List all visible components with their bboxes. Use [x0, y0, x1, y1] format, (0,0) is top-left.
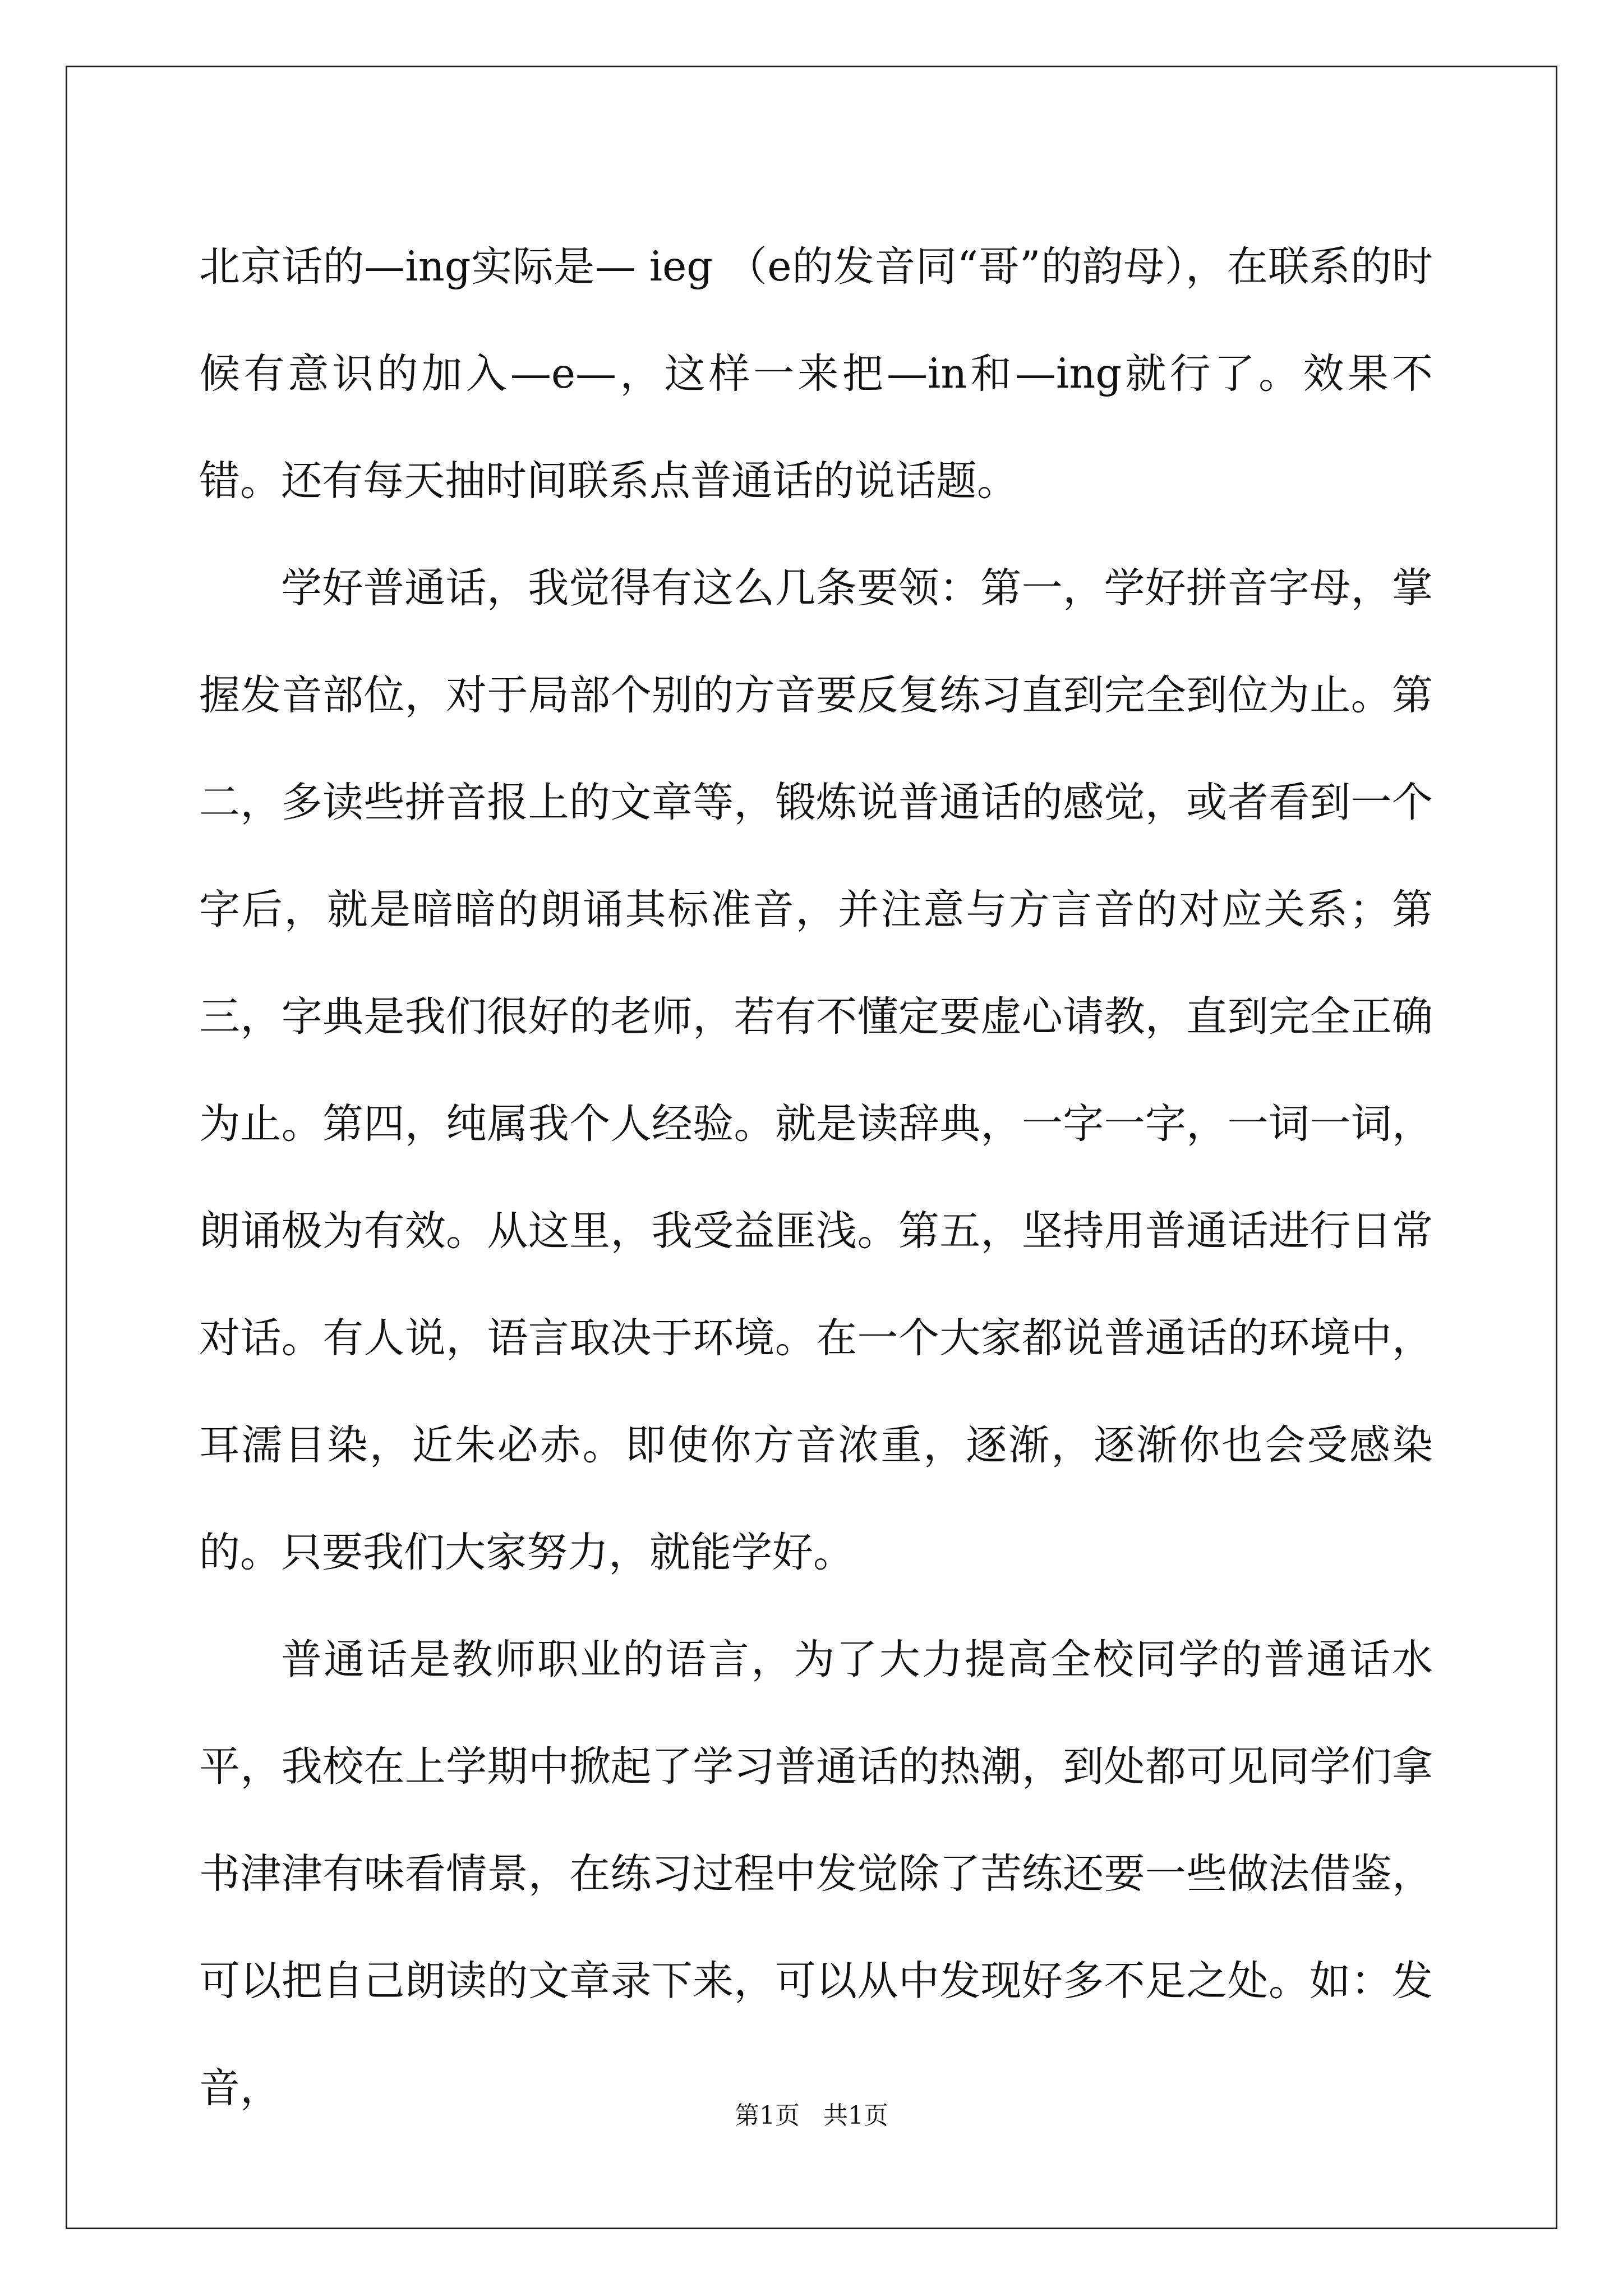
- paragraph-2: 学好普通话，我觉得有这么几条要领：第一，学好拼音字母，掌握发音部位，对于局部个别的方音要反复练习直到完全到位为止。第二，多读些拼音报上的文章等，锻炼说普通话的感觉，或者看到一个字后，就是暗暗的朗诵其标准音，并注意与方言音的对应关系；第三，字典是我们很好的老师，若有不懂定要虚心请教，直到完全正确为止。第四，纯属我个人经验。就是读辞典，一字一字，一词一词，朗诵极为有效。从这里，我受益匪浅。第五，坚持用普通话进行日常对话。有人说，语言取决于环境。在一个大家都说普通话的环境中，耳濡目染，近朱必赤。即使你方音浓重，逐渐，逐渐你也会受感染的。只要我们大家努力，就能学好。: [199, 564, 1433, 1576]
- page-number-footer: 第1页 共1页: [735, 2101, 888, 2130]
- document-body: [199, 213, 1433, 2142]
- paragraph-3: 普通话是教师职业的语言，为了大力提高全校同学的普通话水平，我校在上学期中掀起了学习普通话的热潮，到处都可见同学们拿书津津有味看情景，在练习过程中发觉除了苦练还要一些做法借鉴，可以把自己朗读的文章录下来，可以从中发现好多不足之处。如：发音，: [199, 1636, 1433, 2112]
- paragraph-1: 北京话的—ing实际是— ieg （e的发音同“哥”的韵母），在联系的时候有意识的加入—e—，这样一来把—in和—ing就行了。效果不错。还有每天抽时间联系点普通话的说话题。: [199, 243, 1433, 505]
